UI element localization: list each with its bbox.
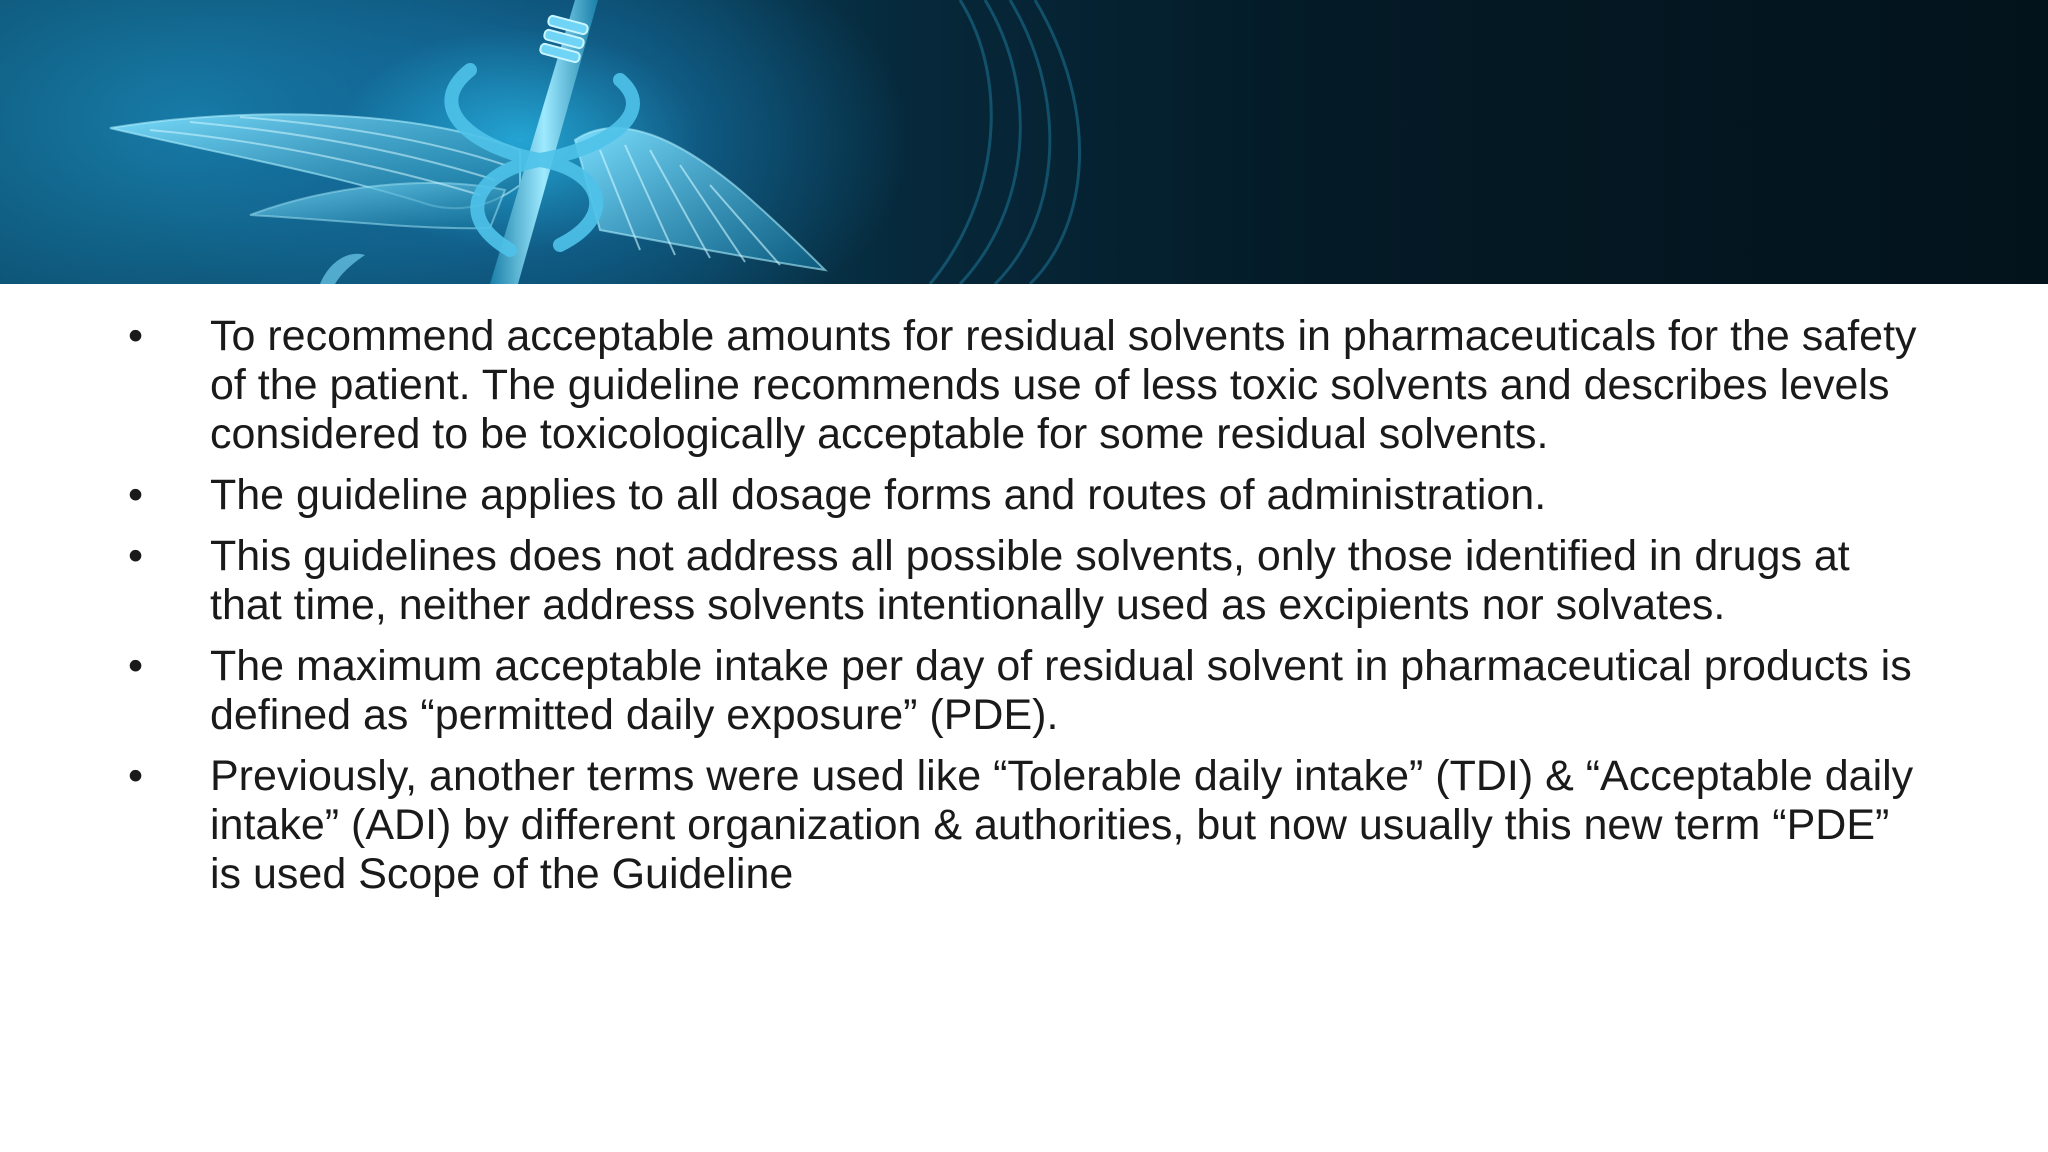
bullet-marker: •	[128, 752, 144, 800]
slide-body	[128, 312, 1928, 911]
header-banner	[0, 0, 2048, 284]
bullet-item	[128, 642, 1928, 740]
caduceus-icon	[0, 0, 2048, 284]
bullet-item	[128, 312, 1928, 459]
bullet-item	[128, 471, 1928, 520]
bullet-marker: •	[128, 532, 144, 580]
bullet-text: The guideline applies to all dosage forms and routes of administration.	[210, 471, 1547, 519]
bullet-marker: •	[128, 642, 144, 690]
bullet-list	[128, 312, 1928, 899]
bullet-text: This guidelines does not address all possible solvents, only those identified in drugs at that time, neither address solvents intentionally used as excipients nor solvates.	[210, 532, 1850, 629]
bullet-text: Previously, another terms were used like “Tolerable daily intake” (TDI) & “Acceptable daily intake” (ADI) by different organization & authorities, but now usually this new term “PDE” is used Scope of the Guideline	[210, 752, 1914, 898]
bullet-item	[128, 532, 1928, 630]
bullet-text: The maximum acceptable intake per day of residual solvent in pharmaceutical products is defined as “permitted daily exposure” (PDE).	[210, 642, 1912, 739]
bullet-item	[128, 752, 1928, 899]
bullet-marker: •	[128, 312, 144, 360]
bullet-marker: •	[128, 471, 144, 519]
bullet-text: To recommend acceptable amounts for residual solvents in pharmaceuticals for the safety of the patient. The guideline recommends use of less toxic solvents and describes levels considered to be toxicologically acceptable for some residual solvents.	[210, 312, 1917, 458]
